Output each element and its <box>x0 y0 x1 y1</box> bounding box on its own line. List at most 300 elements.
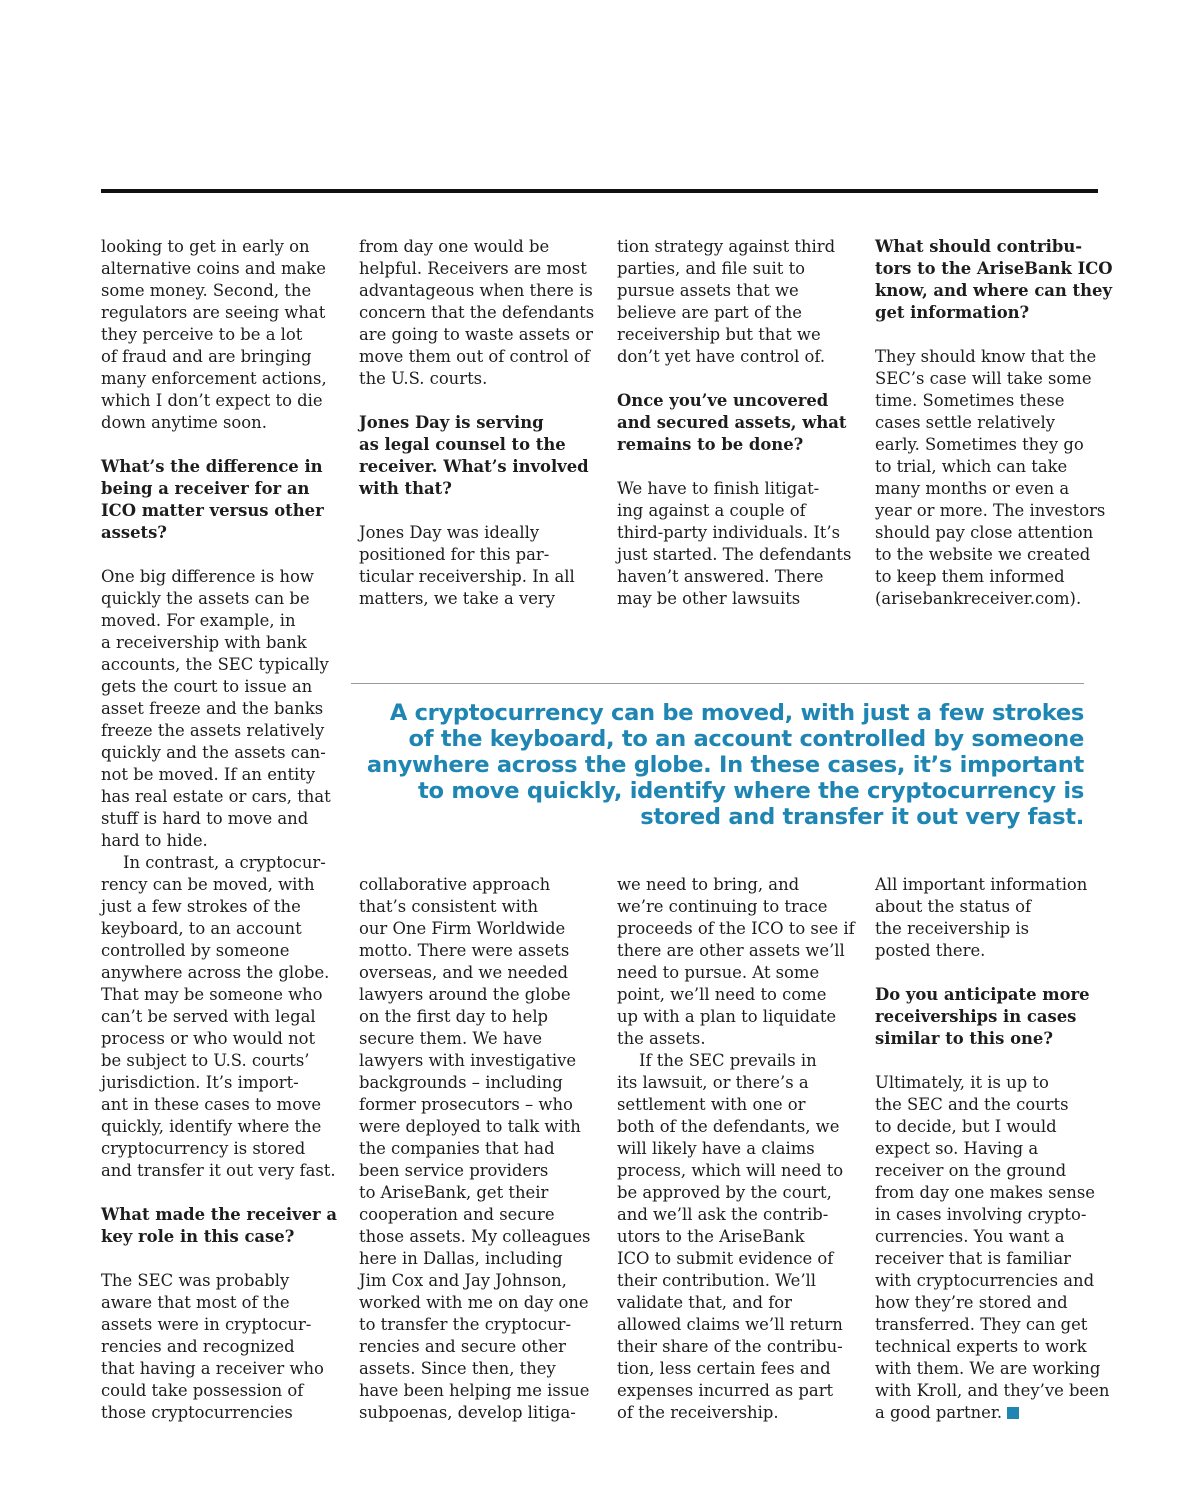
body-line <box>359 1248 590 1270</box>
line-text: technical experts to work <box>875 1337 1087 1356</box>
body-line <box>875 940 1109 962</box>
line-text: those assets. My colleagues <box>359 1227 591 1246</box>
question-line <box>359 434 594 456</box>
line-text: many enforcement actions, <box>101 369 327 388</box>
line-text: (arisebankreceiver.com). <box>875 589 1082 608</box>
line-text: here in Dallas, including <box>359 1249 563 1268</box>
line-text: Jones Day is serving <box>359 413 544 432</box>
body-line <box>617 588 851 610</box>
line-text: accounts, the SEC typically <box>101 655 329 674</box>
body-line <box>101 918 337 940</box>
line-text: tors to the AriseBank ICO <box>875 259 1113 278</box>
column-3-top <box>617 236 851 610</box>
body-line <box>101 346 337 368</box>
body-line <box>617 236 851 258</box>
body-line <box>875 874 1109 896</box>
line-text: year or more. The investors <box>875 501 1106 520</box>
body-line <box>101 742 337 764</box>
body-line <box>875 522 1113 544</box>
line-text: jurisdiction. It’s import- <box>101 1073 299 1092</box>
line-text: freeze the assets relatively <box>101 721 325 740</box>
line-text: Once you’ve uncovered <box>617 391 829 410</box>
line-text: validate that, and for <box>617 1293 792 1312</box>
body-line <box>875 346 1113 368</box>
line-text: Jim Cox and Jay Johnson, <box>359 1271 567 1290</box>
body-line <box>617 896 855 918</box>
body-line <box>101 1336 337 1358</box>
body-line <box>617 478 851 500</box>
line-text: its lawsuit, or there’s a <box>617 1073 809 1092</box>
line-text: down anytime soon. <box>101 413 267 432</box>
line-text: should pay close attention <box>875 523 1094 542</box>
line-text: process, which will need to <box>617 1161 844 1180</box>
column-1 <box>101 236 337 1424</box>
body-line <box>617 500 851 522</box>
line-text: there are other assets we’ll <box>617 941 845 960</box>
line-text: expenses incurred as part <box>617 1381 834 1400</box>
body-line <box>617 1116 855 1138</box>
body-line <box>101 962 337 984</box>
body-line <box>617 566 851 588</box>
line-text: concern that the defendants <box>359 303 595 322</box>
body-line <box>359 346 594 368</box>
line-text: asset freeze and the banks <box>101 699 324 718</box>
line-text: of fraud and are bringing <box>101 347 312 366</box>
body-line <box>875 918 1109 940</box>
body-line <box>617 1094 855 1116</box>
paragraph-gap <box>101 1248 337 1270</box>
paragraph-gap <box>875 962 1109 984</box>
body-line <box>617 544 851 566</box>
body-line <box>101 654 337 676</box>
paragraph-gap <box>359 500 594 522</box>
body-line <box>359 588 594 610</box>
body-line <box>359 1138 590 1160</box>
body-line <box>617 280 851 302</box>
body-line <box>101 280 337 302</box>
line-text: early. Sometimes they go <box>875 435 1084 454</box>
line-text: to keep them informed <box>875 567 1065 586</box>
body-line <box>617 1314 855 1336</box>
line-text: rencies and secure other <box>359 1337 567 1356</box>
body-line <box>101 1160 337 1182</box>
body-line <box>875 1314 1109 1336</box>
line-text: get information? <box>875 303 1030 322</box>
body-line <box>875 1270 1109 1292</box>
line-text: and transfer it out very fast. <box>101 1161 336 1180</box>
body-line <box>359 324 594 346</box>
line-text: matters, we take a very <box>359 589 556 608</box>
body-line <box>101 1116 337 1138</box>
line-text: SEC’s case will take some <box>875 369 1092 388</box>
body-line <box>101 1006 337 1028</box>
body-line <box>101 1072 337 1094</box>
body-line <box>875 478 1113 500</box>
line-text: What should contribu- <box>875 237 1083 256</box>
body-line <box>359 236 594 258</box>
line-text: tion, less certain fees and <box>617 1359 831 1378</box>
question-line <box>875 236 1113 258</box>
line-text: cases settle relatively <box>875 413 1055 432</box>
line-text: aware that most of the <box>101 1293 290 1312</box>
line-text: to AriseBank, get their <box>359 1183 549 1202</box>
body-line <box>101 566 337 588</box>
line-text: from day one makes sense <box>875 1183 1095 1202</box>
line-text: parties, and file suit to <box>617 259 806 278</box>
body-line <box>101 984 337 1006</box>
question-line <box>101 456 337 478</box>
body-line <box>101 676 337 698</box>
body-line <box>101 808 337 830</box>
body-line <box>875 500 1113 522</box>
body-line <box>101 940 337 962</box>
question-line <box>617 412 851 434</box>
pull-quote-line: anywhere across the globe. In these cases, it’s important <box>366 752 1084 778</box>
question-line <box>101 522 337 544</box>
line-text: assets were in cryptocur- <box>101 1315 312 1334</box>
line-text: move them out of control of <box>359 347 590 366</box>
line-text: assets? <box>101 523 167 542</box>
body-line <box>875 544 1113 566</box>
body-line <box>875 1248 1109 1270</box>
body-line <box>875 1072 1109 1094</box>
line-text: haven’t answered. There <box>617 567 824 586</box>
body-line <box>359 1336 590 1358</box>
column-2-bottom <box>359 874 590 1424</box>
line-text: receivership but that we <box>617 325 821 344</box>
line-text: regulators are seeing what <box>101 303 326 322</box>
line-text: secure them. We have <box>359 1029 543 1048</box>
body-line <box>617 1380 855 1402</box>
body-line <box>875 1336 1109 1358</box>
line-text: stuff is hard to move and <box>101 809 309 828</box>
line-text: subpoenas, develop litiga- <box>359 1403 576 1422</box>
body-line <box>617 984 855 1006</box>
body-line <box>101 1094 337 1116</box>
body-line <box>359 1182 590 1204</box>
line-text: Jones Day was ideally <box>359 523 540 542</box>
body-line <box>359 1314 590 1336</box>
line-text: the SEC and the courts <box>875 1095 1069 1114</box>
pull-quote-line: stored and transfer it out very fast. <box>640 804 1084 830</box>
line-text: hard to hide. <box>101 831 208 850</box>
body-line <box>359 984 590 1006</box>
body-line <box>617 1270 855 1292</box>
body-line <box>359 258 594 280</box>
line-text: allowed claims we’ll return <box>617 1315 843 1334</box>
body-line <box>359 1380 590 1402</box>
line-text: time. Sometimes these <box>875 391 1065 410</box>
body-line <box>359 1270 590 1292</box>
paragraph-gap <box>875 324 1113 346</box>
body-line <box>101 720 337 742</box>
question-line <box>101 1226 337 1248</box>
body-line <box>875 1402 1109 1424</box>
line-text: That may be someone who <box>101 985 323 1004</box>
line-text: helpful. Receivers are most <box>359 259 587 278</box>
line-text: being a receiver for an <box>101 479 310 498</box>
line-text: moved. For example, in <box>101 611 296 630</box>
body-line <box>875 456 1113 478</box>
body-line <box>101 1138 337 1160</box>
question-line <box>359 412 594 434</box>
body-line <box>359 522 594 544</box>
body-line <box>101 1050 337 1072</box>
body-line <box>875 1160 1109 1182</box>
body-line <box>101 324 337 346</box>
line-text: been service providers <box>359 1161 549 1180</box>
body-line <box>617 1138 855 1160</box>
line-text: be subject to U.S. courts’ <box>101 1051 310 1070</box>
paragraph-gap <box>101 434 337 456</box>
pull-quote-line: to move quickly, identify where the cryptocurrency is <box>418 778 1084 804</box>
line-text: posted there. <box>875 941 986 960</box>
body-line <box>101 390 337 412</box>
line-text: motto. There were assets <box>359 941 570 960</box>
line-text: worked with me on day one <box>359 1293 589 1312</box>
body-line <box>101 258 337 280</box>
body-line <box>101 896 337 918</box>
line-text: to the website we created <box>875 545 1091 564</box>
line-text: the U.S. courts. <box>359 369 488 388</box>
body-line <box>359 1358 590 1380</box>
paragraph-gap <box>617 368 851 390</box>
body-line <box>875 368 1113 390</box>
line-text: to decide, but I would <box>875 1117 1057 1136</box>
question-line <box>101 1204 337 1226</box>
body-line <box>617 1204 855 1226</box>
body-line <box>359 1050 590 1072</box>
line-text: receiver that is familiar <box>875 1249 1071 1268</box>
body-line <box>359 280 594 302</box>
line-text: that having a receiver who <box>101 1359 324 1378</box>
line-text: Do you anticipate more <box>875 985 1090 1004</box>
line-text: similar to this one? <box>875 1029 1053 1048</box>
line-text: has real estate or cars, that <box>101 787 331 806</box>
body-line <box>101 610 337 632</box>
body-line <box>359 940 590 962</box>
body-line <box>101 874 337 896</box>
body-line <box>359 962 590 984</box>
body-line <box>101 1292 337 1314</box>
line-text: and secured assets, what <box>617 413 847 432</box>
paragraph-gap <box>101 544 337 566</box>
line-text: some money. Second, the <box>101 281 312 300</box>
line-text: we need to bring, and <box>617 875 800 894</box>
line-text: may be other lawsuits <box>617 589 801 608</box>
line-text: believe are part of the <box>617 303 802 322</box>
line-text: The SEC was probably <box>101 1271 290 1290</box>
paragraph-gap <box>875 1050 1109 1072</box>
line-text: their share of the contribu- <box>617 1337 843 1356</box>
line-text: assets. Since then, they <box>359 1359 556 1378</box>
body-line <box>101 786 337 808</box>
pull-quote-line: of the keyboard, to an account controlled by someone <box>408 726 1084 752</box>
line-text: backgrounds – including <box>359 1073 563 1092</box>
column-4-top <box>875 236 1113 610</box>
line-text: as legal counsel to the <box>359 435 566 454</box>
pull-quote-rule <box>351 683 1084 684</box>
line-text: receiver. What’s involved <box>359 457 589 476</box>
line-text: settlement with one or <box>617 1095 806 1114</box>
line-text: a receivership with bank <box>101 633 307 652</box>
body-line <box>359 368 594 390</box>
body-line <box>101 412 337 434</box>
question-line <box>617 434 851 456</box>
body-line <box>617 1028 855 1050</box>
line-text: advantageous when there is <box>359 281 593 300</box>
line-text: those cryptocurrencies <box>101 1403 293 1422</box>
line-text: are going to waste assets or <box>359 325 593 344</box>
line-text: about the status of <box>875 897 1032 916</box>
line-text: that’s consistent with <box>359 897 539 916</box>
line-text: lawyers around the globe <box>359 985 571 1004</box>
body-line <box>101 1028 337 1050</box>
line-text: of the receivership. <box>617 1403 779 1422</box>
body-line <box>875 1358 1109 1380</box>
end-square-icon <box>1007 1407 1019 1419</box>
line-text: rencies and recognized <box>101 1337 295 1356</box>
line-text: tion strategy against third <box>617 237 836 256</box>
body-line <box>875 588 1113 610</box>
line-text: to transfer the cryptocur- <box>359 1315 572 1334</box>
line-text: the receivership is <box>875 919 1030 938</box>
line-text: ICO to submit evidence of <box>617 1249 834 1268</box>
question-line <box>875 302 1113 324</box>
line-text: with them. We are working <box>875 1359 1101 1378</box>
body-line <box>359 896 590 918</box>
body-line <box>359 918 590 940</box>
body-line <box>101 588 337 610</box>
line-text: third-party individuals. It’s <box>617 523 841 542</box>
line-text: just a few strokes of the <box>101 897 301 916</box>
body-line <box>617 1292 855 1314</box>
line-text: keyboard, to an account <box>101 919 302 938</box>
line-text: anywhere across the globe. <box>101 963 330 982</box>
question-line <box>617 390 851 412</box>
top-rule <box>101 189 1098 193</box>
line-text: the assets. <box>617 1029 706 1048</box>
line-text: cooperation and secure <box>359 1205 555 1224</box>
line-text: If the SEC prevails in <box>639 1051 817 1070</box>
column-4-bottom <box>875 874 1109 1424</box>
line-text: controlled by someone <box>101 941 290 960</box>
line-text: expect so. Having a <box>875 1139 1039 1158</box>
body-line <box>875 434 1113 456</box>
body-line <box>617 1160 855 1182</box>
line-text: rency can be moved, with <box>101 875 315 894</box>
body-line <box>617 1226 855 1248</box>
line-text: Ultimately, it is up to <box>875 1073 1049 1092</box>
body-line <box>617 1182 855 1204</box>
body-line <box>359 1292 590 1314</box>
body-line <box>101 1358 337 1380</box>
body-line <box>617 324 851 346</box>
body-line <box>101 368 337 390</box>
body-line <box>359 1116 590 1138</box>
line-text: quickly, identify where the <box>101 1117 322 1136</box>
line-text: a good partner. <box>875 1403 1003 1422</box>
line-text: remains to be done? <box>617 435 804 454</box>
body-line <box>101 302 337 324</box>
body-line <box>617 918 855 940</box>
line-text: ticular receivership. In all <box>359 567 575 586</box>
line-text: can’t be served with legal <box>101 1007 316 1026</box>
line-text: their contribution. We’ll <box>617 1271 817 1290</box>
body-line <box>617 1050 855 1072</box>
line-text: need to pursue. At some <box>617 963 820 982</box>
line-text: have been helping me issue <box>359 1381 590 1400</box>
line-text: will likely have a claims <box>617 1139 815 1158</box>
line-text: which I don’t expect to die <box>101 391 323 410</box>
body-line <box>617 1248 855 1270</box>
body-line <box>875 1138 1109 1160</box>
body-line <box>875 390 1113 412</box>
line-text: with that? <box>359 479 452 498</box>
body-line <box>617 1006 855 1028</box>
body-line <box>359 302 594 324</box>
body-line <box>101 236 337 258</box>
body-line <box>617 1402 855 1424</box>
line-text: They should know that the <box>875 347 1097 366</box>
question-line <box>359 456 594 478</box>
question-line <box>875 258 1113 280</box>
body-line <box>875 412 1113 434</box>
body-line <box>617 1072 855 1094</box>
line-text: overseas, and we needed <box>359 963 568 982</box>
line-text: both of the defendants, we <box>617 1117 840 1136</box>
question-line <box>875 1028 1109 1050</box>
line-text: cryptocurrency is stored <box>101 1139 306 1158</box>
line-text: What made the receiver a <box>101 1205 338 1224</box>
line-text: In contrast, a cryptocur- <box>123 853 326 872</box>
line-text: don’t yet have control of. <box>617 347 826 366</box>
line-text: and we’ll ask the contrib- <box>617 1205 829 1224</box>
line-text: how they’re stored and <box>875 1293 1068 1312</box>
body-line <box>617 1336 855 1358</box>
body-line <box>875 1204 1109 1226</box>
paragraph-gap <box>617 456 851 478</box>
line-text: ICO matter versus other <box>101 501 324 520</box>
question-line <box>875 280 1113 302</box>
body-line <box>617 874 855 896</box>
line-text: quickly and the assets can- <box>101 743 326 762</box>
pull-quote <box>352 700 1084 830</box>
body-line <box>617 346 851 368</box>
line-text: former prosecutors – who <box>359 1095 573 1114</box>
line-text: pursue assets that we <box>617 281 799 300</box>
body-line <box>359 1006 590 1028</box>
body-line <box>359 1402 590 1424</box>
line-text: on the first day to help <box>359 1007 549 1026</box>
body-line <box>875 566 1113 588</box>
line-text: up with a plan to liquidate <box>617 1007 837 1026</box>
body-line <box>359 544 594 566</box>
line-text: One big difference is how <box>101 567 314 586</box>
body-line <box>359 1226 590 1248</box>
paragraph-gap <box>101 1182 337 1204</box>
body-line <box>101 1380 337 1402</box>
body-line <box>617 522 851 544</box>
body-line <box>101 1402 337 1424</box>
body-line <box>101 830 337 852</box>
line-text: ing against a couple of <box>617 501 806 520</box>
line-text: proceeds of the ICO to see if <box>617 919 855 938</box>
question-line <box>359 478 594 500</box>
pull-quote-line: A cryptocurrency can be moved, with just a few strokes <box>389 700 1084 726</box>
question-line <box>101 478 337 500</box>
line-text: receiver on the ground <box>875 1161 1067 1180</box>
